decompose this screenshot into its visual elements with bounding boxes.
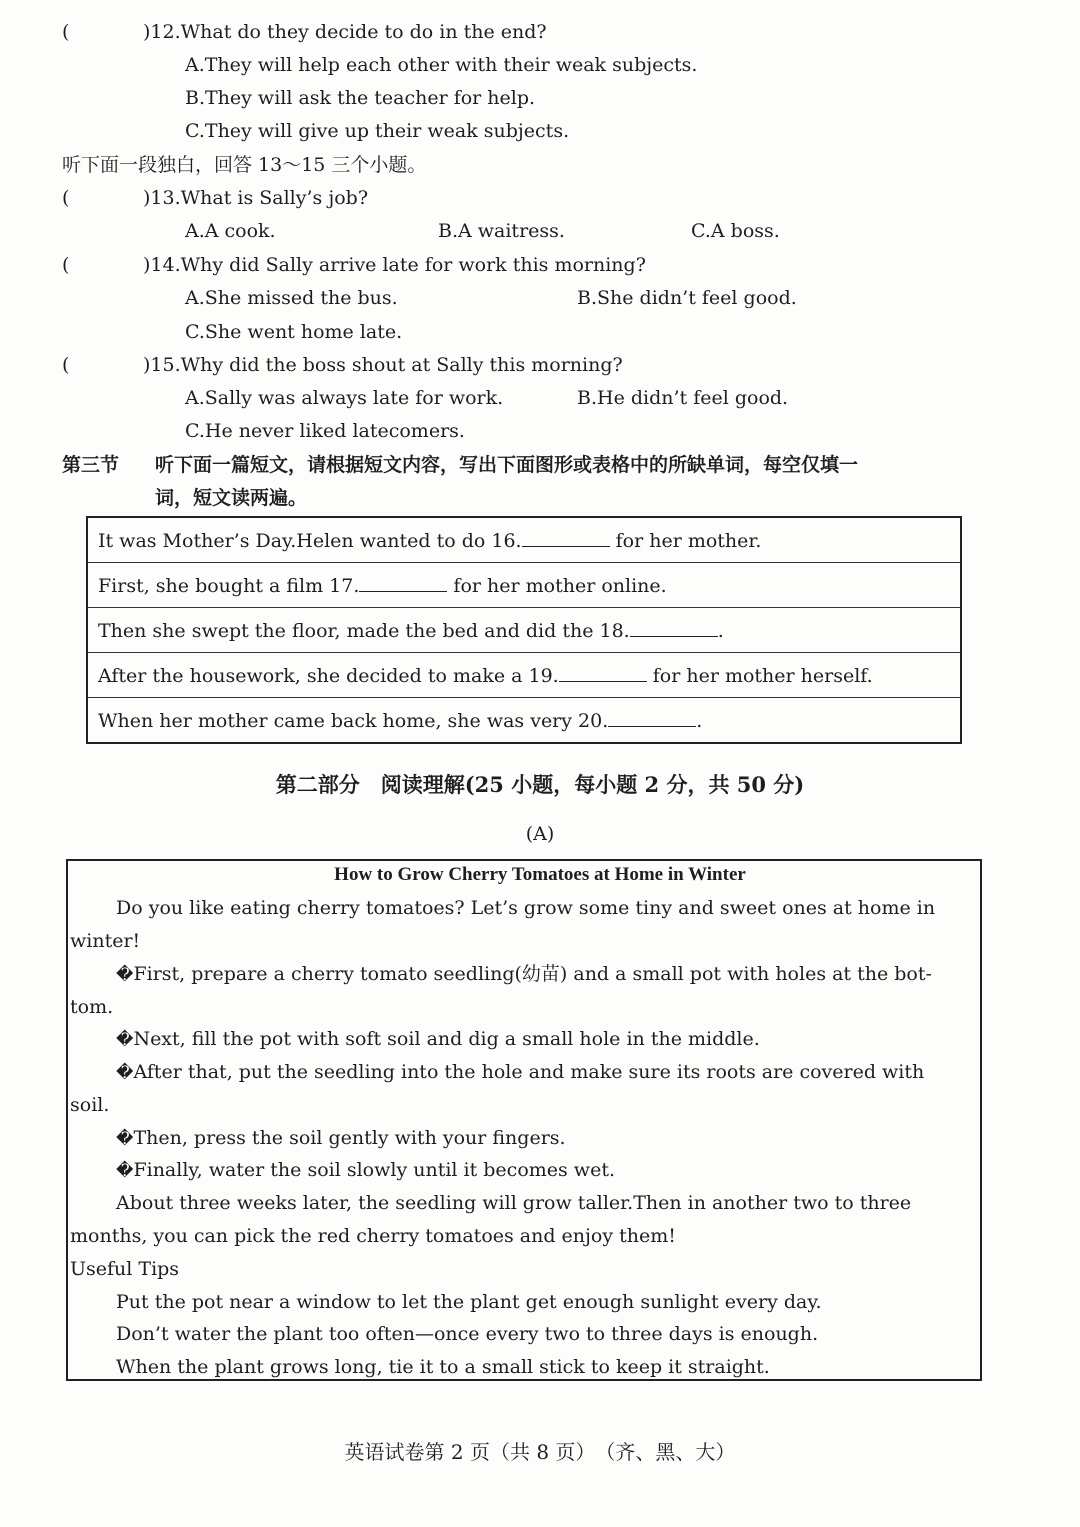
step-3-cont: soil. [70, 1094, 110, 1116]
step-1: �First, prepare a cherry tomato seedling(幼苗) and a small pot with holes at the bot- [116, 963, 932, 985]
row-text: . [696, 709, 703, 732]
answer-paren: ( [62, 254, 70, 276]
diamond-bullet-icon: � [116, 1129, 134, 1149]
passage-intro-cont: winter! [70, 930, 141, 952]
section-3-instruction: 听下面一篇短文，请根据短文内容，写出下面图形或表格中的所缺单词，每空仅填一 [155, 454, 859, 476]
q12-option-b: B.They will ask the teacher for help. [185, 87, 536, 109]
table-row [87, 517, 961, 563]
q14-option-b: B.She didn’t feel good. [577, 287, 797, 309]
q13-option-a: A.A cook. [185, 220, 276, 242]
answer-paren: ( [62, 21, 70, 43]
answer-paren: ( [62, 187, 70, 209]
row-text: It was Mother’s Day.Helen wanted to do 16. [98, 529, 522, 552]
passage-after: About three weeks later, the seedling will grow taller.Then in another two to three [116, 1192, 912, 1214]
passage-after-cont: months, you can pick the red cherry tomatoes and enjoy them! [70, 1225, 676, 1247]
question-12: )12.What do they decide to do in the end? [143, 21, 547, 43]
diamond-bullet-icon: � [116, 1161, 134, 1181]
blank-19[interactable] [559, 663, 647, 682]
q15-option-c: C.He never liked latecomers. [185, 420, 465, 442]
row-text: for her mother. [609, 529, 762, 552]
fill-in-table [86, 516, 962, 744]
passage-intro: Do you like eating cherry tomatoes? Let’s grow some tiny and sweet ones at home in [116, 897, 936, 919]
tip-1: Put the pot near a window to let the plant get enough sunlight every day. [116, 1291, 822, 1313]
blank-17[interactable] [359, 573, 447, 592]
table-row [87, 698, 961, 744]
q13-option-c: C.A boss. [691, 220, 780, 242]
tip-3: When the plant grows long, tie it to a small stick to keep it straight. [116, 1356, 770, 1378]
question-14: )14.Why did Sally arrive late for work this morning? [143, 254, 646, 276]
table-row [87, 653, 961, 698]
row-text: . [717, 619, 724, 642]
step-4: �Then, press the soil gently with your fingers. [116, 1127, 566, 1149]
step-5: �Finally, water the soil slowly until it becomes wet. [116, 1159, 615, 1181]
step-3: �After that, put the seedling into the hole and make sure its roots are covered with [116, 1061, 925, 1083]
q14-option-c: C.She went home late. [185, 321, 403, 343]
row-text: After the housework, she decided to make a 19. [98, 664, 559, 687]
q14-option-a: A.She missed the bus. [185, 287, 398, 309]
q15-option-a: A.Sally was always late for work. [185, 387, 504, 409]
table-row [87, 608, 961, 653]
q12-option-a: A.They will help each other with their weak subjects. [185, 54, 698, 76]
row-text: for her mother online. [447, 574, 667, 597]
blank-18[interactable] [630, 618, 718, 637]
q13-option-b: B.A waitress. [438, 220, 565, 242]
q12-option-c: C.They will give up their weak subjects. [185, 120, 570, 142]
row-text: for her mother herself. [646, 664, 873, 687]
page-footer: 英语试卷第 2 页（共 8 页） （齐、黑、大） [344, 1440, 736, 1464]
passage-title: How to Grow Cherry Tomatoes at Home in Winter [334, 864, 746, 885]
question-15: )15.Why did the boss shout at Sally this morning? [143, 354, 623, 376]
row-text: When her mother came back home, she was very 20. [98, 709, 609, 732]
question-13: )13.What is Sally’s job? [143, 187, 369, 209]
section-3-instruction-cont: 词，短文读两遍。 [155, 487, 308, 509]
step-2: �Next, fill the pot with soft soil and dig a small hole in the middle. [116, 1028, 760, 1050]
diamond-bullet-icon: � [116, 965, 134, 985]
row-text: Then she swept the floor, made the bed and did the 18. [98, 619, 630, 642]
passage-label: (A) [525, 823, 555, 845]
blank-16[interactable] [522, 528, 610, 547]
table-row [87, 563, 961, 608]
part-2-heading: 第二部分 阅读理解(25 小题，每小题 2 分，共 50 分) [275, 772, 805, 797]
tip-2: Don’t water the plant too often—once every two to three days is enough. [116, 1323, 819, 1345]
diamond-bullet-icon: � [116, 1063, 134, 1083]
monologue-instruction: 听下面一段独白，回答 13～15 三个小题。 [62, 154, 427, 176]
section-3-label: 第三节 [62, 454, 120, 476]
answer-paren: ( [62, 354, 70, 376]
tips-heading: Useful Tips [70, 1258, 180, 1280]
diamond-bullet-icon: � [116, 1030, 134, 1050]
row-text: First, she bought a film 17. [98, 574, 360, 597]
step-1-cont: tom. [70, 996, 114, 1018]
q15-option-b: B.He didn’t feel good. [577, 387, 789, 409]
blank-20[interactable] [608, 708, 696, 727]
